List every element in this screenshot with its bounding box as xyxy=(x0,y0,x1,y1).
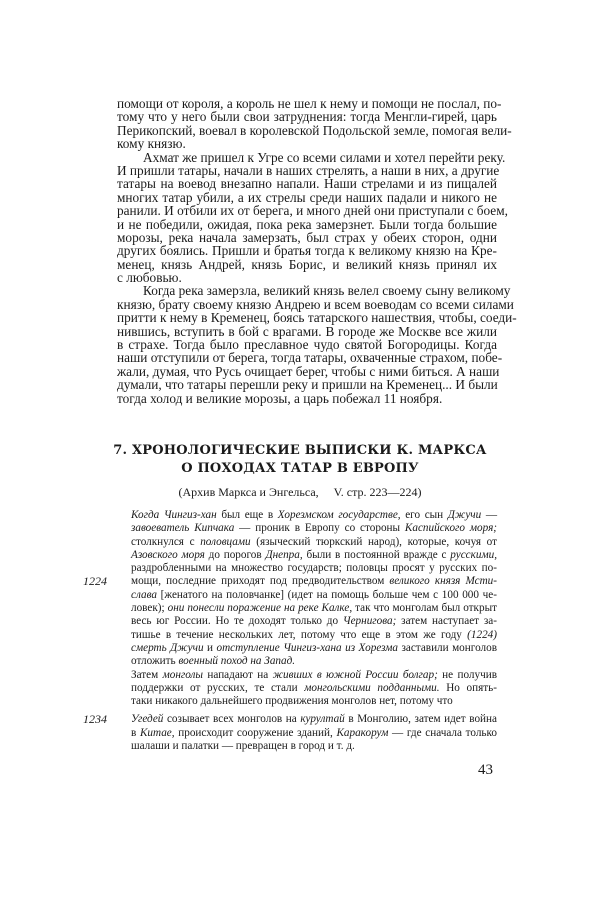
text-line xyxy=(131,695,497,708)
text-line: думали, что татары перешли реку и пришли на Кременец... И были xyxy=(117,377,498,393)
text-segment: весь юг России. Но те доходят только до xyxy=(131,615,343,628)
text-segment: до порогов xyxy=(204,548,266,561)
text-line: многих татар убили, а их стрелы среди наших падали и никого не xyxy=(117,189,497,205)
text-line: притти к нему в Кременец, боясь татарского нашествия, чтобы, соеди- xyxy=(117,310,517,326)
text-segment: его сын xyxy=(400,509,448,521)
text-line xyxy=(131,727,497,740)
text-segment: — xyxy=(481,509,498,521)
margin-year: 1224 xyxy=(83,574,107,589)
heading-line-1: 7. ХРОНОЛОГИЧЕСКИЕ ВЫПИСКИ К. МАРКСА xyxy=(113,443,487,458)
text-line: помощи от короля, а король не шел к нему и помощи не послал, по- xyxy=(117,96,502,111)
italic-text: Хорезмском государстве, xyxy=(277,509,401,521)
text-line: морозы, река начала замерзать, был страх у обеих сторон, одни xyxy=(117,229,497,245)
italic-text: завоеватель Кипчака xyxy=(131,522,235,535)
italic-text: Джучи xyxy=(447,509,482,521)
text-line xyxy=(131,549,497,562)
text-line xyxy=(131,522,497,535)
text-segment: раздробленными на множество государств; половцы просят у русских по- xyxy=(131,562,497,575)
text-line: И пришли татары, начали в наших стрелять, а наши в них, а другие xyxy=(117,162,500,178)
text-line: других боялись. Пришли и братья тогда к великому князю на Кре- xyxy=(117,243,497,259)
text-segment: отложить xyxy=(131,655,179,668)
text-segment: затем наступает за- xyxy=(396,615,498,628)
text-segment: созывает всех монголов на xyxy=(163,713,301,726)
text-segment: (языческий тюркский народ), которые, кочуя от xyxy=(250,535,497,548)
text-segment: шалаши и палатки — превращен в город и т. д. xyxy=(131,740,355,753)
text-segment: были в постоянной вражде с xyxy=(302,548,451,561)
text-line: Перикопский, воевал в королевской Подольской земле, помогая вели- xyxy=(117,122,512,138)
text-line xyxy=(131,589,497,602)
text-line xyxy=(131,655,497,668)
italic-text: великого князя Мсти- xyxy=(389,575,498,588)
italic-text: Угедей xyxy=(131,713,164,726)
italic-text: Днепра, xyxy=(265,548,303,561)
text-segment: поддержки от русских, те стали xyxy=(131,681,305,694)
text-line xyxy=(131,536,497,549)
text-segment: Но опять- xyxy=(439,681,497,694)
text-segment: ловек); xyxy=(131,602,168,615)
text-segment: в xyxy=(131,726,140,739)
italic-text: курултай xyxy=(300,713,345,726)
text-line: кому князю. xyxy=(117,136,186,152)
text-line: и не победили, ожидая, пока река замерзнет. Были тогда большие xyxy=(117,216,497,232)
text-segment: — где сначала только xyxy=(388,726,497,739)
marx-excerpts-text xyxy=(83,509,498,753)
text-line: менец, князь Андрей, князь Борис, и великий князь принял их xyxy=(117,256,497,272)
italic-text: они понесли поражение на реке Калке, xyxy=(167,602,353,615)
text-segment: таки никакого дальнейшего продвижения монголов нет, потому что xyxy=(131,695,453,708)
text-segment: столкнулся с xyxy=(131,535,201,548)
text-line: наши отступили от берега, тогда татары, охваченные страхом, побе- xyxy=(117,350,503,366)
text-segment: тишье в течение нескольких лет, потому что еще в этом же году xyxy=(131,628,468,641)
italic-text: военный поход на Запад. xyxy=(178,655,296,668)
text-line xyxy=(131,740,497,753)
text-line: татары на воевод внезапно напали. Наши стрелами и из пищалей xyxy=(117,176,497,192)
text-line: в страхе. Тогда было преславное чудо святой Богородицы. Когда xyxy=(117,337,497,353)
italic-text: слава xyxy=(131,588,157,601)
text-line: ранили. И отбили их от берега, и много дней они приступали с боем, xyxy=(117,203,508,219)
text-segment: в Монголию, затем идет война xyxy=(344,713,497,726)
text-line: тогда холод и великие морозы, а царь побежал 11 ноября. xyxy=(117,390,443,406)
text-line: Когда река замерзла, великий князь велел своему сыну великому xyxy=(143,283,511,299)
italic-text: русскими, xyxy=(450,548,497,561)
italic-text: монголы xyxy=(162,668,204,681)
section-heading xyxy=(0,442,600,478)
text-line: Ахмат же пришел к Угре со всеми силами и хотел перейти реку. xyxy=(143,149,506,165)
margin-year: 1234 xyxy=(83,712,107,727)
italic-text: (1224) xyxy=(467,628,497,641)
text-line xyxy=(131,669,497,682)
text-line xyxy=(83,574,498,589)
text-line xyxy=(131,682,497,695)
text-segment: [женатого на половчанке] (идет на помощь больше чем с 100 000 че- xyxy=(156,588,497,601)
italic-text: Каракорум xyxy=(336,726,389,739)
text-segment: происходит сооружение зданий, xyxy=(174,726,337,739)
text-line xyxy=(131,642,497,655)
italic-text: живших в южной России болгар; xyxy=(272,668,438,681)
text-line: тому что у него были свои затруднения: тогда Менгли-гирей, царь xyxy=(117,109,497,125)
text-segment: Затем xyxy=(131,668,163,681)
text-segment: не получив xyxy=(437,668,497,681)
chronicle-text xyxy=(117,96,517,406)
text-line: нившись, вступить в бой с врагами. В городе же Москве все жили xyxy=(117,323,497,339)
text-segment: нападают на xyxy=(203,668,273,681)
page-number: 43 xyxy=(478,762,493,778)
text-line xyxy=(83,712,497,727)
text-line: с любовью. xyxy=(117,270,182,286)
text-segment: заставили монголов xyxy=(397,641,497,654)
italic-text: Китае, xyxy=(139,726,175,739)
text-line xyxy=(131,509,497,522)
text-segment: — проник в Европу со стороны xyxy=(234,522,405,535)
italic-text: Когда Чингиз-хан xyxy=(131,509,217,521)
text-segment: мощи, последние приходят под предводительством xyxy=(131,575,390,588)
italic-text: монгольскими подданными. xyxy=(304,681,440,694)
italic-text: половцами xyxy=(200,535,251,548)
italic-text: смерть Джучи xyxy=(131,641,204,654)
italic-text: Каспийского моря; xyxy=(404,522,497,535)
text-line xyxy=(131,615,497,628)
italic-text: Азовского моря xyxy=(131,548,205,561)
text-line: князю, брату своему князю Андрею и всем воеводам со всеми силами xyxy=(117,296,514,312)
text-line xyxy=(131,629,497,642)
text-line xyxy=(131,562,497,575)
text-segment: так что монголам был открыт xyxy=(352,602,497,615)
source-citation: (Архив Маркса и Энгельса, V. стр. 223—224) xyxy=(178,485,422,499)
text-line: жали, думая, что Русь очищает берег, чтобы с ними биться. А наши xyxy=(117,363,500,379)
heading-line-2: О ПОХОДАХ ТАТАР В ЕВРОПУ xyxy=(181,461,419,476)
italic-text: Чернигова; xyxy=(342,615,397,628)
text-line xyxy=(131,602,497,615)
text-segment: и xyxy=(203,641,217,654)
italic-text: отступление Чингиз-хана из Хорезма xyxy=(216,641,398,654)
text-segment: был еще в xyxy=(216,509,278,521)
